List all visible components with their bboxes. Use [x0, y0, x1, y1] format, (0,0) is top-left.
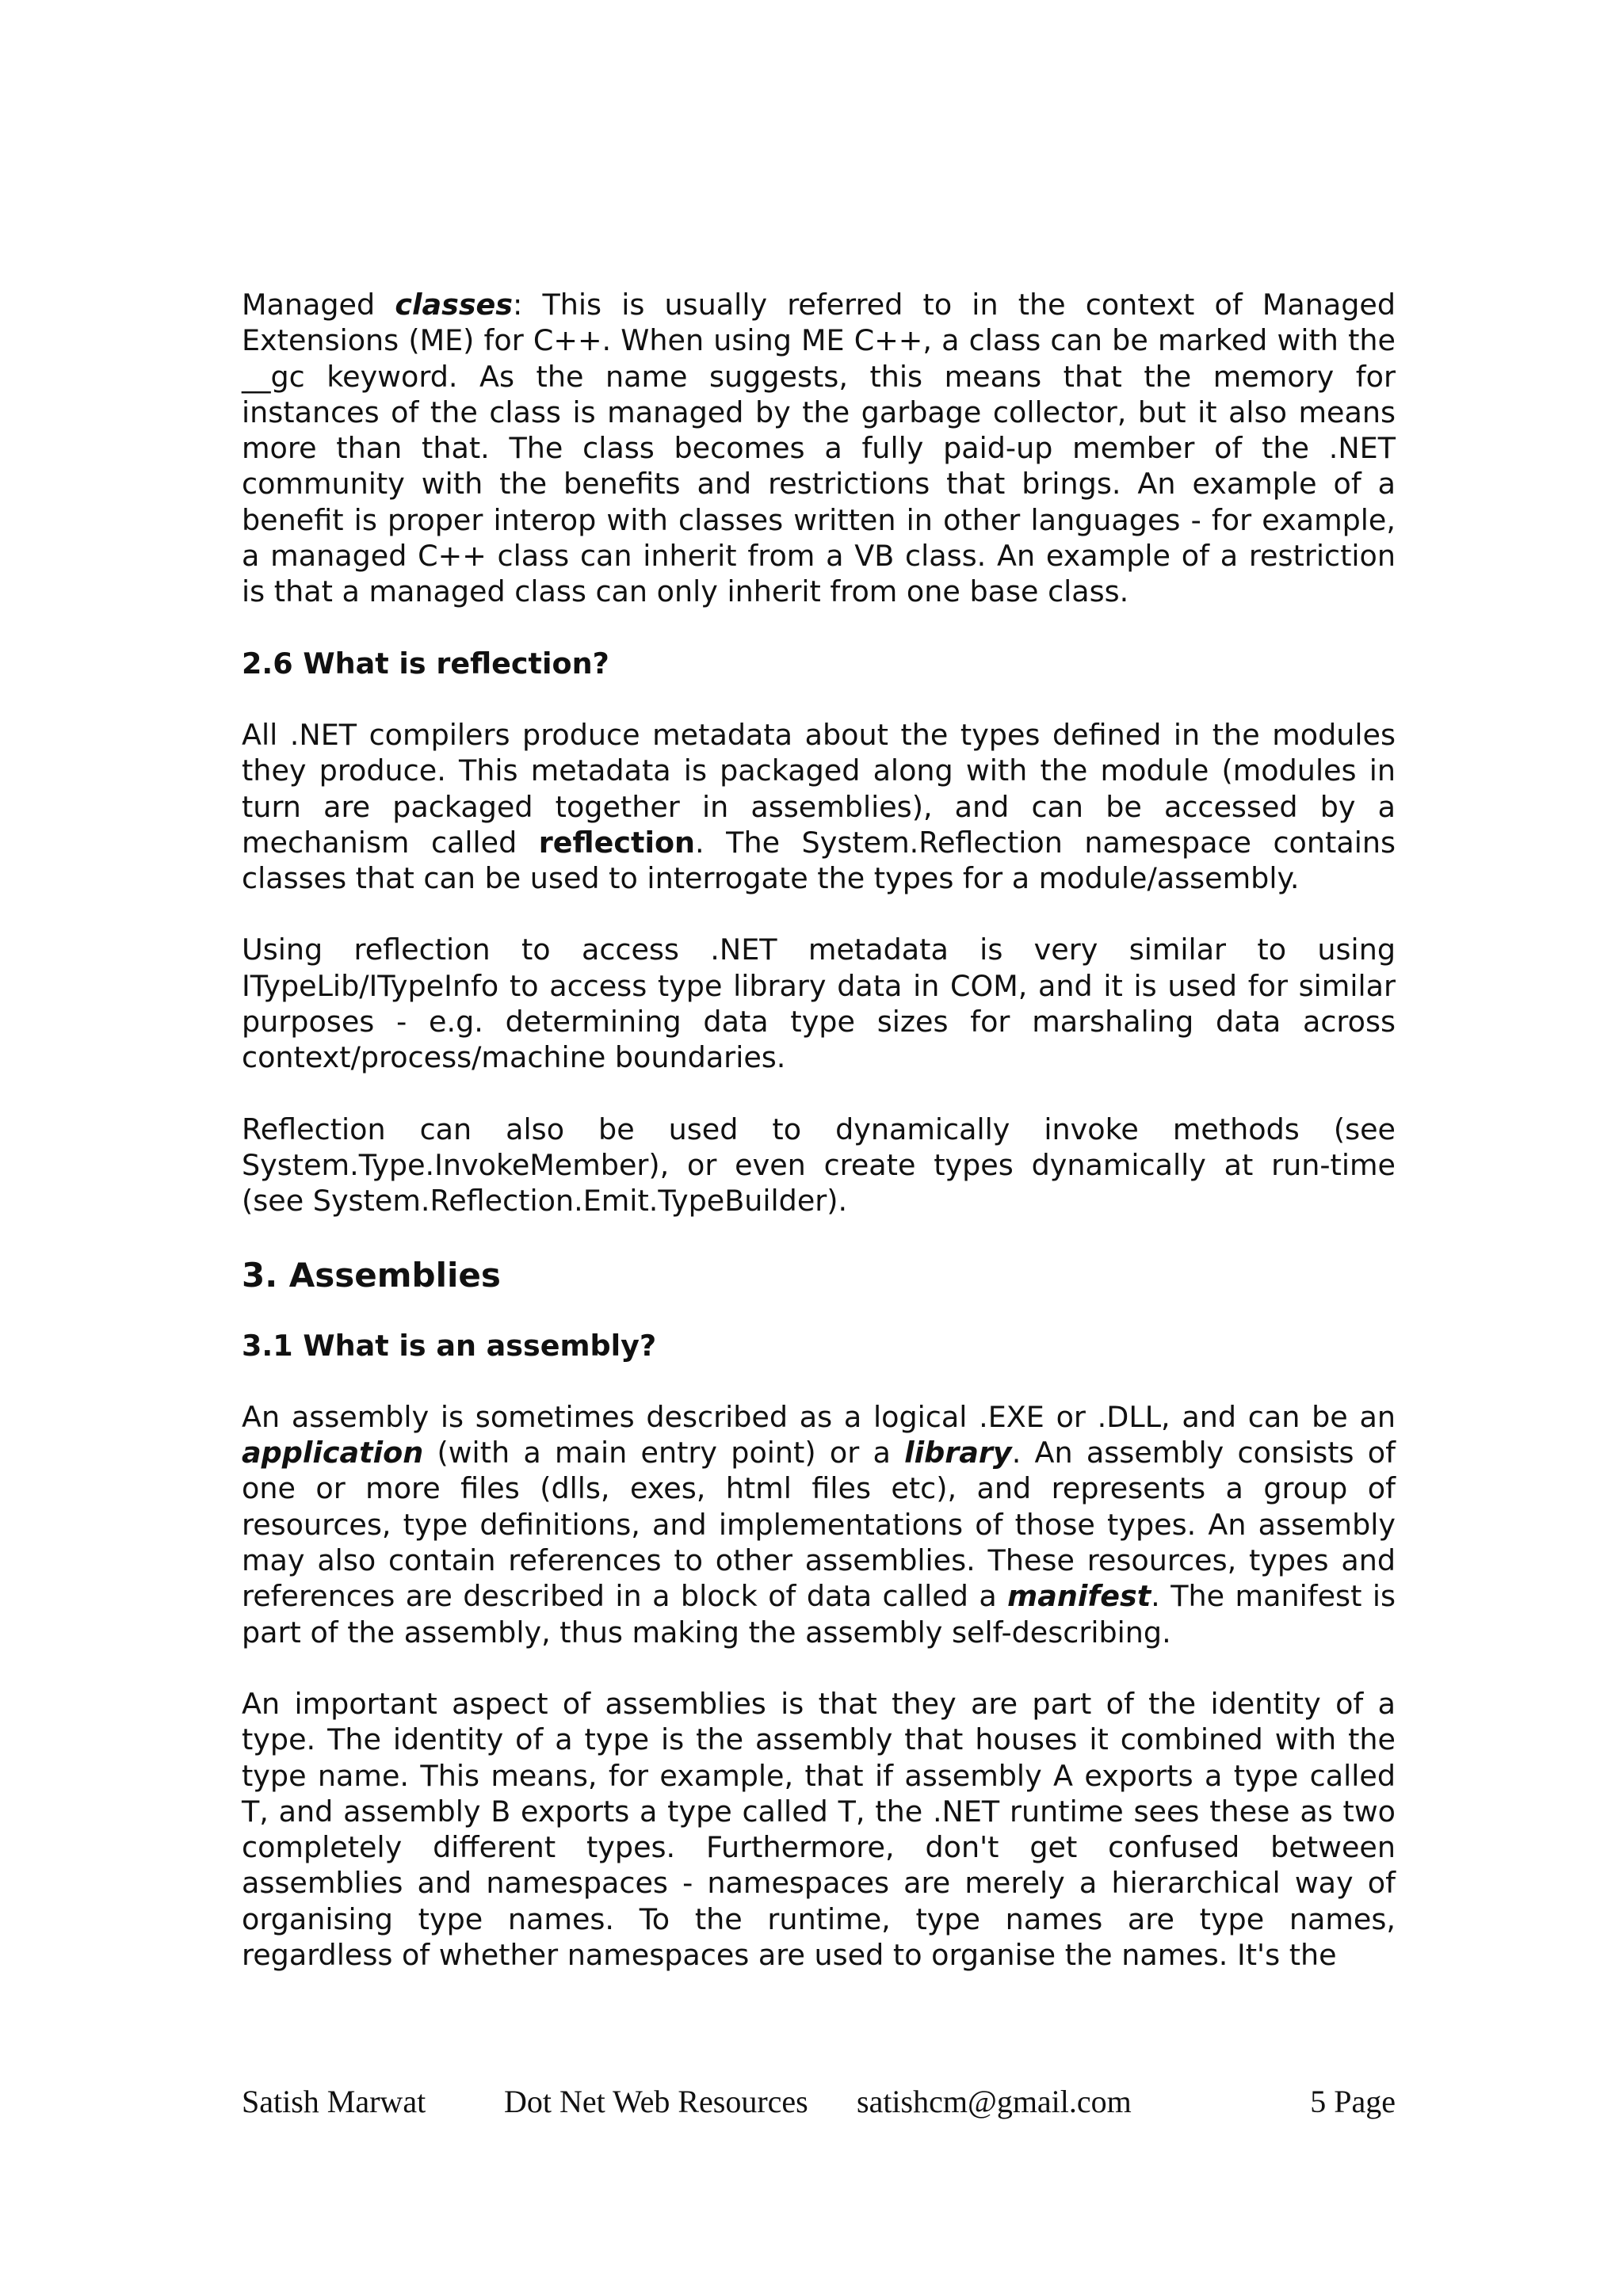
text-run: . The manifest is part of the assembly, thus making the assembly self-describing.	[242, 1579, 1396, 1650]
assembly-paragraph-2: An important aspect of assemblies is that they are part of the identity of a type. The identity of a type is the assembly that houses it combined with the type name. This means, for example, that if assembly A exports a type called T, and assembly B exports a type called T, the .NET runtime sees these as two completely different types. Furthermore, don't get confused between assemblies and namespaces - namespaces are merely a hierarchical way of organising type names. To the runtime, type names are type names, regardless of whether namespaces are used to organise the names. It's the	[242, 1686, 1396, 1972]
term-reflection: reflection	[538, 825, 696, 860]
footer-page-number: 5 Page	[1310, 2084, 1396, 2119]
section-heading-3: 3. Assemblies	[242, 1255, 501, 1295]
reflection-paragraph-3: Reflection can also be used to dynamically invoke methods (see System.Type.InvokeMember), or even create types dynamically at run-time (see System.Reflection.Emit.TypeBuilder).	[242, 1112, 1396, 1219]
section-heading-3-1: 3.1 What is an assembly?	[242, 1328, 657, 1363]
section-heading-2-6: 2.6 What is reflection?	[242, 646, 609, 681]
term-classes: classes	[395, 288, 514, 322]
text-run: : This is usually referred to in the context of Managed Extensions (ME) for C++. When using ME C++, a class can be marked with the __gc keyword. As the name suggests, this means that the memory for instances of the class is managed by the garbage collector, but it also means more than that. The class becomes a fully paid-up member of the .NET community with the benefits and restrictions that brings. An example of a benefit is proper interop with classes written in other languages - for example, a managed C++ class can inherit from a VB class. An example of a restriction is that a managed class can only inherit from one base class.	[242, 288, 1396, 609]
text-run: . An assembly consists of one or more files (dlls, exes, html files etc), and represents a group of resources, type definitions, and implementations of those types. An assembly may also contain references to other assemblies. These resources, types and references are described in a block of data called a	[242, 1436, 1396, 1614]
reflection-paragraph-2: Using reflection to access .NET metadata is very similar to using ITypeLib/ITypeInfo to access type library data in COM, and it is used for similar purposes - e.g. determining data type sizes for marshaling data across context/process/machine boundaries.	[242, 933, 1396, 1075]
text-run: (with a main entry point) or a	[423, 1436, 905, 1470]
managed-classes-paragraph	[242, 287, 1396, 610]
page-footer	[242, 2082, 1396, 2122]
text-run: Managed	[242, 288, 395, 322]
assembly-paragraph-1	[242, 1399, 1396, 1650]
reflection-paragraph-1	[242, 717, 1396, 896]
footer-author: Satish Marwat	[242, 2084, 426, 2119]
document-body	[242, 287, 1396, 1973]
term-manifest: manifest	[1007, 1579, 1151, 1614]
term-library: library	[904, 1436, 1012, 1470]
term-application: application	[242, 1436, 424, 1470]
footer-site-name: Dot Net Web Resources	[504, 2084, 808, 2119]
text-run: All .NET compilers produce metadata about the types defined in the modules they produce. This metadata is packaged along with the module (modules in turn are packaged together in assemblies), and can be accessed by a mechanism called	[242, 717, 1396, 860]
footer-email: satishcm@gmail.com	[857, 2084, 1132, 2119]
text-run: . The System.Reflection namespace contains classes that can be used to interrogate the types for a module/assembly.	[242, 825, 1396, 896]
text-run: An assembly is sometimes described as a logical .EXE or .DLL, and can be an	[242, 1399, 1396, 1434]
